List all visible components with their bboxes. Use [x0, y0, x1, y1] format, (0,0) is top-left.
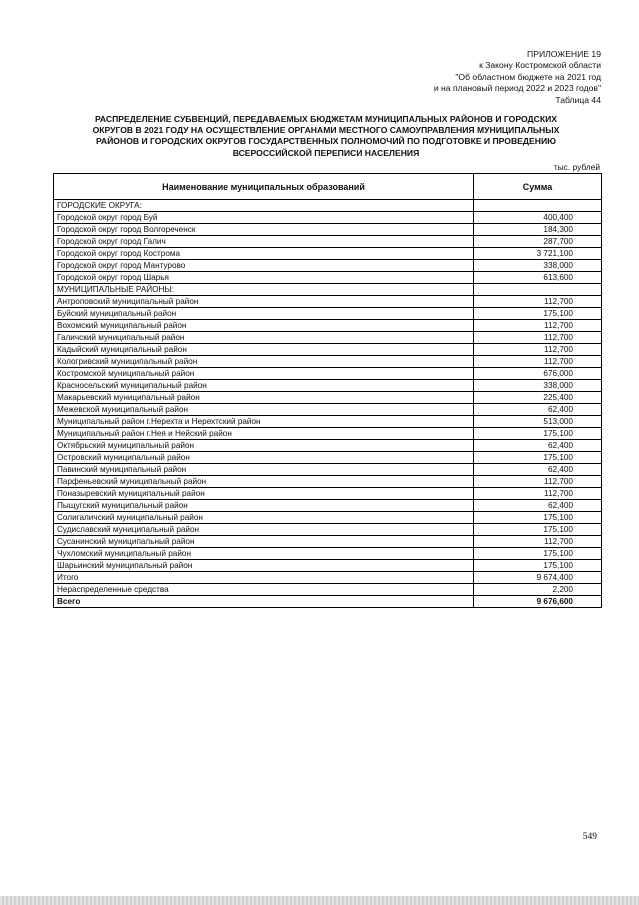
sum-cell: 676,000 [474, 368, 602, 380]
municipality-name-cell: Солигаличский муниципальный район [54, 512, 474, 524]
table-row [54, 296, 602, 308]
table-row [54, 488, 602, 500]
sum-cell [474, 284, 602, 296]
table-row [54, 404, 602, 416]
municipality-name-cell: Городской округ город Шарья [54, 272, 474, 284]
table-row [54, 380, 602, 392]
table-header-row [54, 174, 602, 200]
sum-cell: 287,700 [474, 236, 602, 248]
appendix-line: к Закону Костромской области [479, 60, 601, 71]
table-row [54, 248, 602, 260]
sum-cell: 112,700 [474, 488, 602, 500]
table-row [54, 548, 602, 560]
title-line: РАЙОНОВ И ГОРОДСКИХ ОКРУГОВ ГОСУДАРСТВЕННЫХ ПОЛНОМОЧИЙ ПО ПОДГОТОВКЕ И ПРОВЕДЕНИЮ [95, 136, 557, 147]
title-line: РАСПРЕДЕЛЕНИЕ СУБВЕНЦИЙ, ПЕРЕДАВАЕМЫХ БЮДЖЕТАМ МУНИЦИПАЛЬНЫХ РАЙОНОВ И ГОРОДСКИХ [94, 114, 558, 124]
sum-cell: 338,000 [474, 260, 602, 272]
table-row [54, 320, 602, 332]
title-line: ВСЕРОССИЙСКОЙ ПЕРЕПИСИ НАСЕЛЕНИЯ [232, 147, 420, 158]
municipality-name-cell: Парфеньевский муниципальный район [54, 476, 474, 488]
page-number: 549 [582, 832, 597, 842]
sum-cell: 112,700 [474, 476, 602, 488]
municipality-name-cell: Буйский муниципальный район [54, 308, 474, 320]
table-row [54, 440, 602, 452]
sum-cell: 175,100 [474, 548, 602, 560]
column-header-sum: Сумма [474, 174, 602, 200]
municipality-name-cell: Павинский муниципальный район [54, 464, 474, 476]
municipality-name-cell: Костромской муниципальный район [54, 368, 474, 380]
table-row [54, 500, 602, 512]
sum-cell: 112,700 [474, 344, 602, 356]
sum-cell: 112,700 [474, 356, 602, 368]
municipality-name-cell: Нераспределенные средства [54, 584, 474, 596]
municipality-name-cell: Городской округ город Кострома [54, 248, 474, 260]
municipality-name-cell: Пыщугский муниципальный район [54, 500, 474, 512]
document-title [62, 114, 590, 159]
sum-cell: 62,400 [474, 404, 602, 416]
municipality-name-cell: Кологривский муниципальный район [54, 356, 474, 368]
sum-cell: 112,700 [474, 320, 602, 332]
municipality-name-cell: Кадыйский муниципальный район [54, 344, 474, 356]
table-row [54, 584, 602, 596]
sum-cell: 338,000 [474, 380, 602, 392]
sum-cell: 175,100 [474, 512, 602, 524]
municipality-name-cell: Октябрьский муниципальный район [54, 440, 474, 452]
sum-cell: 112,700 [474, 332, 602, 344]
municipality-name-cell: Городской округ город Буй [54, 212, 474, 224]
sum-cell: 513,000 [474, 416, 602, 428]
table-row [54, 512, 602, 524]
municipality-name-cell: Галичский муниципальный район [54, 332, 474, 344]
appendix-line: Таблица 44 [555, 94, 601, 105]
municipality-name-cell: Муниципальный район г.Нерехта и Нерехтский район [54, 416, 474, 428]
table-row [54, 572, 602, 584]
table-row [54, 224, 602, 236]
table-row [54, 200, 602, 212]
municipality-name-cell: Красносельский муниципальный район [54, 380, 474, 392]
municipality-name-cell: Островский муниципальный район [54, 452, 474, 464]
sum-cell: 225,400 [474, 392, 602, 404]
sum-cell: 112,700 [474, 536, 602, 548]
sum-cell: 175,100 [474, 524, 602, 536]
municipality-name-cell: МУНИЦИПАЛЬНЫЕ РАЙОНЫ: [54, 284, 474, 296]
municipality-name-cell: Всего [54, 596, 474, 608]
sum-cell: 184,300 [474, 224, 602, 236]
sum-cell: 9 676,600 [474, 596, 602, 608]
municipality-name-cell: Межевской муниципальный район [54, 404, 474, 416]
sum-cell: 175,100 [474, 560, 602, 572]
table-row [54, 260, 602, 272]
table-row [54, 536, 602, 548]
table-row [54, 452, 602, 464]
units-label: тыс. рублей [553, 162, 600, 172]
table-row [54, 428, 602, 440]
table-row [54, 308, 602, 320]
subsidy-distribution-table [53, 173, 602, 608]
table-row [54, 236, 602, 248]
table-row [54, 392, 602, 404]
appendix-line: ПРИЛОЖЕНИЕ 19 [527, 49, 601, 59]
sum-cell: 175,100 [474, 452, 602, 464]
appendix-header [434, 49, 601, 106]
sum-cell: 175,100 [474, 428, 602, 440]
sum-cell: 175,100 [474, 308, 602, 320]
sum-cell: 112,700 [474, 296, 602, 308]
title-line: ОКРУГОВ В 2021 ГОДУ НА ОСУЩЕСТВЛЕНИЕ ОРГАНАМИ МЕСТНОГО САМОУПРАВЛЕНИЯ МУНИЦИПАЛЬНЫХ [92, 125, 560, 136]
sum-cell: 62,400 [474, 500, 602, 512]
sum-cell: 62,400 [474, 464, 602, 476]
municipality-name-cell: Вохомский муниципальный район [54, 320, 474, 332]
sum-cell: 62,400 [474, 440, 602, 452]
table-row [54, 368, 602, 380]
appendix-line: "Об областном бюджете на 2021 год [455, 71, 601, 82]
sum-cell: 613,600 [474, 272, 602, 284]
table-row [54, 332, 602, 344]
sum-cell: 9 674,400 [474, 572, 602, 584]
municipality-name-cell: Городской округ город Галич [54, 236, 474, 248]
municipality-name-cell: Судиславский муниципальный район [54, 524, 474, 536]
municipality-name-cell: Чухломский муниципальный район [54, 548, 474, 560]
municipality-name-cell: Макарьевский муниципальный район [54, 392, 474, 404]
sum-cell: 3 721,100 [474, 248, 602, 260]
municipality-name-cell: Городской округ город Волгореченск [54, 224, 474, 236]
table-row [54, 596, 602, 608]
scan-edge-strip [0, 896, 639, 905]
municipality-name-cell: Городской округ город Мантурово [54, 260, 474, 272]
table-row [54, 476, 602, 488]
municipality-name-cell: ГОРОДСКИЕ ОКРУГА: [54, 200, 474, 212]
column-header-name: Наименование муниципальных образований [54, 174, 474, 200]
table-row [54, 284, 602, 296]
table-row [54, 344, 602, 356]
table-row [54, 212, 602, 224]
appendix-line: и на плановый период 2022 и 2023 годов" [433, 83, 601, 94]
table-row [54, 524, 602, 536]
municipality-name-cell: Шарьинский муниципальный район [54, 560, 474, 572]
sum-cell [474, 200, 602, 212]
table-row [54, 356, 602, 368]
municipality-name-cell: Антроповский муниципальный район [54, 296, 474, 308]
table-row [54, 416, 602, 428]
table-body [54, 200, 602, 608]
municipality-name-cell: Муниципальный район г.Нея и Нейский район [54, 428, 474, 440]
municipality-name-cell: Итого [54, 572, 474, 584]
table-row [54, 272, 602, 284]
table-row [54, 560, 602, 572]
table-row [54, 464, 602, 476]
municipality-name-cell: Сусанинский муниципальный район [54, 536, 474, 548]
sum-cell: 400,400 [474, 212, 602, 224]
municipality-name-cell: Поназыревский муниципальный район [54, 488, 474, 500]
sum-cell: 2,200 [474, 584, 602, 596]
